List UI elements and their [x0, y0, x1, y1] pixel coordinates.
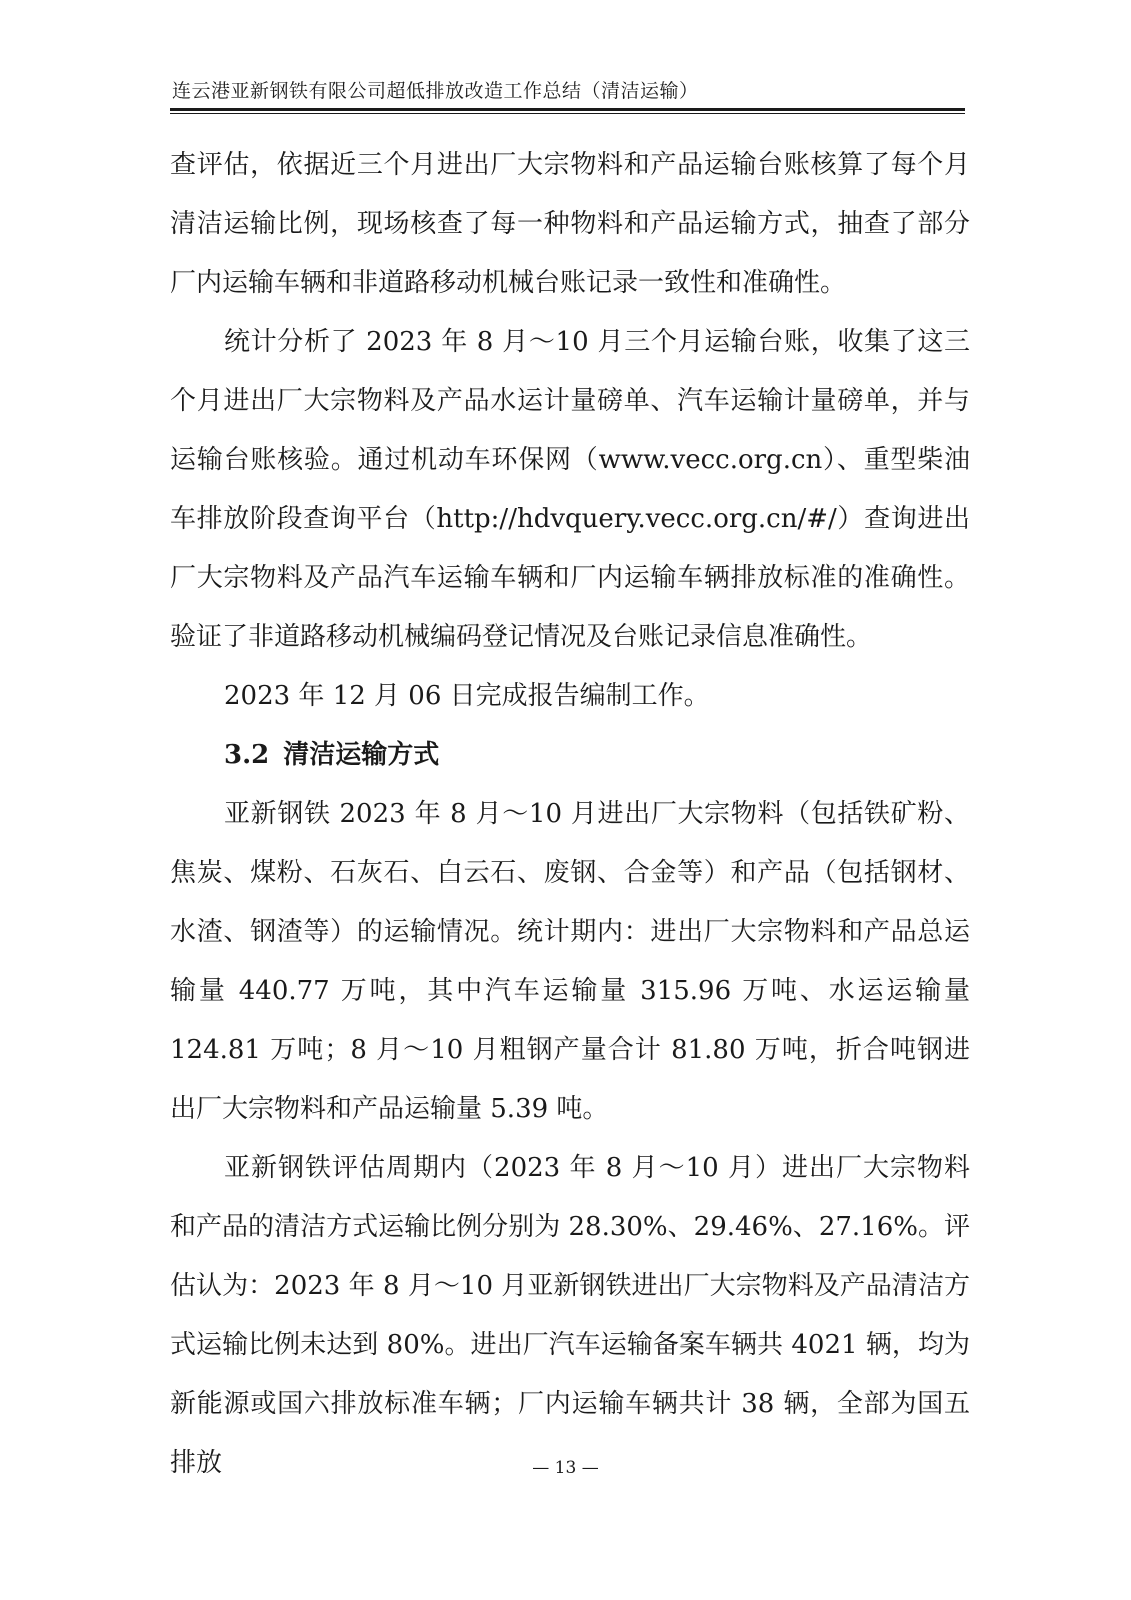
paragraph-transport-statistics: 亚新钢铁 2023 年 8 月～10 月进出厂大宗物料（包括铁矿粉、焦炭、煤粉、石灰石、白云石、废钢、合金等）和产品（包括钢材、水渣、钢渣等）的运输情况。统计期内：进出厂大宗物料和产品总运输量 440.77 万吨，其中汽车运输量 315.96 万吨、水运运输量 124.81 万吨；8 月～10 月粗钢产量合计 81.80 万吨，折合吨钢进出厂大宗物料和产品运输量 5.39 吨。 — [170, 799, 970, 1124]
section-heading — [170, 726, 970, 785]
section-number: 3.2 — [224, 740, 270, 770]
header-rule-thin — [170, 113, 965, 114]
header-rule-thick — [170, 108, 965, 111]
paragraph-clean-transport-ratio: 亚新钢铁评估周期内（2023 年 8 月～10 月）进出厂大宗物料和产品的清洁方式运输比例分别为 28.30%、29.46%、27.16%。评估认为：2023 年 8 月～10 月亚新钢铁进出厂大宗物料及产品清洁方式运输比例未达到 80%。进出厂汽车运输备案车辆共 4021 辆，均为新能源或国六排放标准车辆；厂内运输车辆共计 38 辆，全部为国五排放 — [170, 1153, 970, 1478]
section-title: 清洁运输方式 — [283, 740, 440, 770]
paragraph-ledger-analysis: 统计分析了 2023 年 8 月～10 月三个月运输台账，收集了这三个月进出厂大宗物料及产品水运计量磅单、汽车运输计量磅单，并与运输台账核验。通过机动车环保网（www.vecc.org.cn）、重型柴油车排放阶段查询平台（http://hdvquery.vecc.org.cn/#/）查询进出厂大宗物料及产品汽车运输车辆和厂内运输车辆排放标准的准确性。验证了非道路移动机械编码登记情况及台账记录信息准确性。 — [170, 327, 970, 652]
paragraph-continuation: 查评估，依据近三个月进出厂大宗物料和产品运输台账核算了每个月清洁运输比例，现场核查了每一种物料和产品运输方式，抽查了部分厂内运输车辆和非道路移动机械台账记录一致性和准确性。 — [170, 150, 970, 298]
page-body — [170, 136, 970, 1493]
paragraph-report-date: 2023 年 12 月 06 日完成报告编制工作。 — [224, 681, 710, 711]
page-number: — 13 — — [532, 1458, 599, 1478]
running-header: 连云港亚新钢铁有限公司超低排放改造工作总结（清洁运输） — [172, 80, 699, 102]
